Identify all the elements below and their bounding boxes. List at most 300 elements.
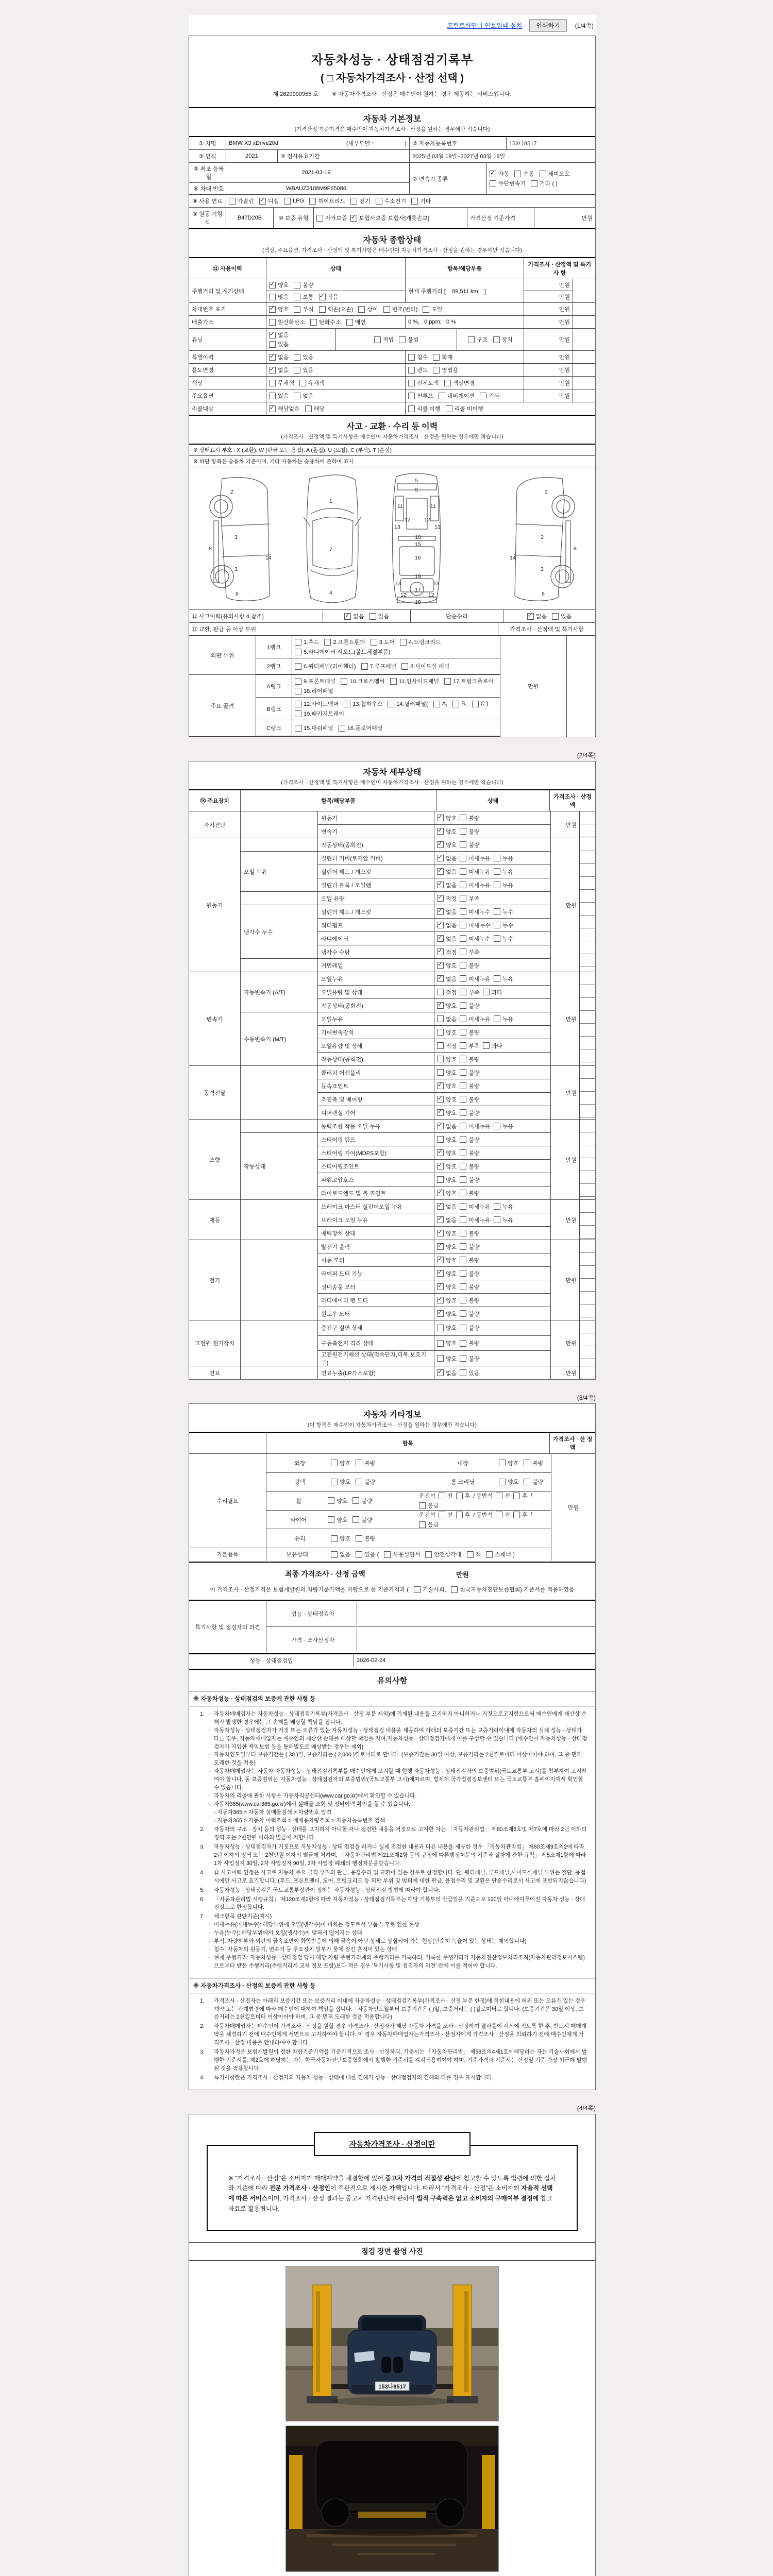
checkbox[interactable]: [259, 198, 266, 205]
photos-section-title: 점검 장면 촬영 사진: [189, 2242, 595, 2261]
checkbox[interactable]: [494, 882, 500, 888]
option-label: 양호: [446, 1029, 457, 1036]
checkbox[interactable]: [371, 639, 377, 646]
option-label: 적정: [446, 895, 457, 902]
checkbox[interactable]: [433, 701, 440, 707]
checkbox[interactable]: [460, 1069, 466, 1076]
checkbox[interactable]: [460, 1082, 466, 1089]
checkbox[interactable]: [295, 725, 301, 732]
overall-state-table: ⑪ 사용이력 상태 항목/해당부품 가격조사 · 산정액 및 특기사 항 주행거리 및 계기상태 ✓ 양호 불량 많음 보통 ✓ 적음 현재 주행거리 [ 89,511 km ] 만원 만원 차대번호 표기 ✓ 양호 부식 훼손(오손) 상이 변조(변타) 도말 만원 배출가스 일산화탄소 탄화수소 매연 0 %, 0 ppm, 0 % 만원 튜닝 ✓ 없음 있음 적법 불법 구조 장치 만원 특별이력 ✓ 없음 있음 침수 화재 만원 용도변경 ✓ 없음 있음 렌트 영업용 만원 색상 무채색 유채색 전체도색 색상변경 만원 주요옵션 있음 없음 썬루프 네비게이션 기타 만원 리콜대상 ✓ 해당없음 해당 리콜 이행 리콜 미이행: [189, 257, 595, 415]
checkbox[interactable]: [460, 1355, 466, 1362]
option-label: 미세누수: [468, 909, 491, 916]
checkbox[interactable]: [494, 922, 500, 928]
print-button[interactable]: 인쇄하기: [529, 19, 566, 32]
checkbox[interactable]: [493, 336, 500, 343]
checkbox[interactable]: [437, 975, 444, 982]
checkbox[interactable]: [269, 354, 276, 361]
checkbox[interactable]: [437, 1190, 444, 1196]
checkbox[interactable]: [460, 1149, 466, 1156]
checkbox[interactable]: [494, 1015, 500, 1022]
inspection-row: [318, 986, 550, 999]
checkbox[interactable]: [295, 678, 301, 685]
checkbox[interactable]: [437, 1109, 444, 1116]
checkbox[interactable]: [460, 1340, 466, 1347]
option-label: 불량: [468, 1163, 480, 1170]
rank-label: 2랭크: [256, 658, 292, 674]
checkbox[interactable]: [331, 1551, 338, 1558]
checkbox[interactable]: [437, 828, 444, 835]
checkbox[interactable]: [460, 1243, 466, 1250]
checkbox[interactable]: [451, 1586, 458, 1593]
checkbox[interactable]: [437, 1203, 444, 1210]
inspection-row: [318, 1173, 550, 1187]
panel-group-name: 주요 골격: [189, 675, 256, 736]
inspection-row: [318, 1307, 550, 1320]
page-2: [189, 761, 596, 1380]
checkbox[interactable]: [460, 1297, 466, 1303]
checkbox[interactable]: [376, 198, 382, 205]
checkbox[interactable]: [269, 380, 276, 386]
checkbox[interactable]: [460, 1369, 466, 1376]
panel-number: 2: [545, 489, 548, 495]
checkbox[interactable]: [408, 380, 415, 386]
checkbox[interactable]: [295, 688, 301, 694]
item-label: 타이로드엔드 및 볼 죠인트: [318, 1187, 434, 1199]
checkbox[interactable]: [524, 1460, 530, 1466]
checkbox[interactable]: [460, 1163, 466, 1170]
print-toolbar: [189, 15, 596, 36]
checkbox[interactable]: [374, 336, 381, 343]
option-label: 불량: [468, 828, 480, 835]
checkbox[interactable]: [460, 1056, 466, 1062]
checkbox[interactable]: [460, 1190, 466, 1196]
checkbox[interactable]: [460, 1230, 466, 1236]
option-label: 양호: [446, 1297, 457, 1304]
checkbox[interactable]: [437, 1136, 444, 1143]
checkbox[interactable]: [269, 405, 276, 412]
checkbox[interactable]: [494, 1123, 500, 1129]
checkbox[interactable]: [437, 841, 444, 848]
section-overall-title: 자동차 종합상태: [363, 236, 422, 245]
year-label: ③ 연식: [189, 150, 226, 162]
checkbox[interactable]: [423, 306, 429, 313]
checkbox[interactable]: [437, 948, 444, 955]
checkbox[interactable]: [356, 1479, 362, 1485]
checkbox[interactable]: [494, 868, 500, 875]
checkbox[interactable]: [319, 294, 326, 300]
inspection-row: [318, 1213, 550, 1227]
option-label: 불량: [468, 1284, 480, 1291]
checkbox[interactable]: [437, 922, 444, 928]
panel-number: 18: [415, 599, 421, 605]
checkbox[interactable]: [295, 639, 301, 646]
checkbox[interactable]: [390, 678, 397, 685]
checkbox[interactable]: [356, 1551, 362, 1558]
checkbox[interactable]: [408, 405, 415, 412]
pricing-info-box-title: 자동차가격조사 · 산정이란: [314, 2132, 470, 2156]
checkbox[interactable]: [437, 989, 444, 995]
checkbox[interactable]: [480, 393, 486, 399]
option-label: 적정: [446, 1043, 457, 1049]
checkbox[interactable]: [437, 1270, 444, 1277]
inspection-row: [318, 1026, 550, 1039]
checkbox[interactable]: [411, 198, 418, 205]
checkbox[interactable]: [356, 1535, 362, 1542]
install-print-helper-link[interactable]: 프린트화면이 안보일때 설치: [447, 22, 523, 29]
base-price-unit: 만원: [581, 215, 593, 222]
checkbox[interactable]: [460, 1029, 466, 1036]
checkbox[interactable]: [388, 701, 394, 707]
item-label: 라디에이터: [318, 932, 434, 945]
option-label: LPG: [293, 198, 305, 204]
option-label: 양호: [446, 815, 457, 822]
option-label: 누수: [502, 909, 514, 916]
item-label: 실린더 헤드 / 개스킷: [318, 905, 434, 918]
checkbox[interactable]: [229, 198, 236, 205]
checkbox[interactable]: [383, 306, 390, 313]
checkbox[interactable]: [294, 393, 300, 399]
item-parent: 작동상태: [241, 1133, 318, 1199]
checkbox[interactable]: [460, 962, 466, 969]
checkbox[interactable]: [344, 613, 351, 620]
checkbox[interactable]: [269, 341, 276, 348]
checkbox[interactable]: [456, 1512, 463, 1518]
inspection-row: [318, 919, 550, 932]
checkbox[interactable]: [531, 180, 537, 187]
checkbox[interactable]: [496, 1512, 502, 1518]
checkbox[interactable]: [350, 215, 357, 222]
item-label: 오일누유: [318, 972, 434, 985]
reg-no-value: 153나8517: [509, 141, 537, 147]
checkbox[interactable]: [527, 613, 534, 620]
item-label: 오일유량 및 상태: [318, 1039, 434, 1052]
checkbox[interactable]: [437, 1163, 444, 1170]
checkbox[interactable]: [425, 1551, 432, 1558]
inspection-row: [318, 825, 550, 838]
checkbox[interactable]: [295, 701, 301, 707]
checkbox[interactable]: [460, 815, 466, 821]
checkbox[interactable]: [460, 1015, 466, 1022]
repair-needed-label: 수리필요: [189, 1454, 266, 1548]
device-group: [189, 1200, 595, 1240]
checkbox[interactable]: [439, 1512, 445, 1518]
car-name-label: ① 차명: [189, 137, 226, 149]
checkbox[interactable]: [401, 663, 408, 670]
checkbox[interactable]: [460, 1257, 466, 1263]
checkbox[interactable]: [437, 815, 444, 821]
checkbox[interactable]: [460, 895, 466, 902]
option-label: 양호: [446, 1056, 457, 1063]
checkbox[interactable]: [513, 1493, 520, 1499]
checkbox[interactable]: [460, 1002, 466, 1009]
item-label: 발전기 출력: [318, 1240, 434, 1253]
checkbox[interactable]: [446, 405, 452, 412]
checkbox[interactable]: [437, 1176, 444, 1183]
checkbox[interactable]: [331, 1460, 338, 1466]
pricing-info-text: 전문 가격조사 · 산정인: [269, 2184, 330, 2192]
checkbox[interactable]: [514, 171, 521, 177]
checkbox[interactable]: [352, 1497, 359, 1504]
checkbox[interactable]: [269, 367, 276, 374]
inspector-remark-label: 성능 · 상태점검자: [269, 1602, 357, 1625]
option-label: 양호: [446, 962, 457, 969]
panel-number: 10: [415, 534, 421, 540]
checkbox[interactable]: [437, 1029, 444, 1036]
checkbox[interactable]: [437, 962, 444, 969]
checkbox[interactable]: [460, 1123, 466, 1129]
page-indicator-2: (2/4쪽): [577, 752, 596, 759]
option-label: 없음: [446, 1016, 457, 1023]
checkbox[interactable]: [361, 663, 368, 670]
checkbox[interactable]: [324, 639, 331, 646]
checkbox[interactable]: [399, 336, 406, 343]
checkbox[interactable]: [414, 1586, 421, 1593]
checkbox[interactable]: [328, 1497, 334, 1504]
checkbox[interactable]: [269, 306, 276, 313]
checkbox[interactable]: [494, 855, 500, 861]
checkbox[interactable]: [472, 701, 479, 707]
option-label: 없음: [446, 909, 457, 916]
inspection-row: [318, 1351, 550, 1366]
checkbox[interactable]: [460, 1109, 466, 1116]
panel-number: 3: [234, 566, 238, 572]
checkbox[interactable]: [294, 367, 300, 374]
inspection-row: [318, 1146, 550, 1160]
checkbox[interactable]: [331, 1479, 338, 1485]
item-label: 변속기: [318, 825, 434, 838]
page-indicator-3: (3/4쪽): [577, 1394, 596, 1401]
device-name: 자기진단: [189, 811, 241, 838]
checkbox[interactable]: [269, 332, 276, 338]
pricing-info-text: 참고자료로 활용됩니다.: [228, 2195, 552, 2212]
checkbox[interactable]: [305, 405, 312, 412]
checkbox[interactable]: [437, 1216, 444, 1223]
checkbox[interactable]: [433, 367, 440, 374]
checkbox[interactable]: [437, 855, 444, 861]
section-detail-title: 자동차 세부상태: [363, 768, 422, 777]
checkbox[interactable]: [419, 1521, 426, 1528]
item-label: 브레이크 오일 누유: [318, 1213, 434, 1226]
checkbox[interactable]: [346, 319, 353, 326]
checkbox[interactable]: [460, 1325, 466, 1331]
checkbox[interactable]: [494, 975, 500, 982]
checkbox[interactable]: [437, 1283, 444, 1290]
option-label: 미세누유: [468, 855, 491, 862]
checkbox[interactable]: [328, 1516, 334, 1523]
checkbox[interactable]: [269, 393, 276, 399]
checkbox[interactable]: [408, 354, 415, 361]
checkbox[interactable]: [437, 1243, 444, 1250]
checkbox[interactable]: [467, 1551, 474, 1558]
checkbox[interactable]: [460, 1310, 466, 1317]
checkbox[interactable]: [437, 1056, 444, 1062]
option-label: 불량: [468, 1341, 480, 1347]
panel-number: 5: [415, 478, 418, 484]
checkbox[interactable]: [437, 1230, 444, 1236]
checkbox[interactable]: [350, 198, 357, 205]
checkbox[interactable]: [437, 935, 444, 942]
checkbox[interactable]: [460, 1216, 466, 1223]
checkbox[interactable]: [460, 868, 466, 875]
checkbox[interactable]: [460, 908, 466, 915]
option-label: 미세누유: [468, 869, 491, 875]
checkbox[interactable]: [369, 613, 376, 620]
checkbox[interactable]: [437, 1002, 444, 1009]
checkbox[interactable]: [437, 1042, 444, 1049]
panel-number: 2: [230, 489, 233, 495]
checkbox[interactable]: [310, 319, 317, 326]
checkbox[interactable]: [483, 1042, 490, 1049]
checkbox[interactable]: [319, 306, 326, 313]
checkbox[interactable]: [331, 1535, 338, 1542]
inspection-row: [318, 1253, 550, 1267]
checkbox[interactable]: [437, 1355, 444, 1362]
checkbox[interactable]: [408, 393, 415, 399]
checkbox[interactable]: [294, 306, 300, 313]
checkbox[interactable]: [295, 649, 301, 655]
panel-number: 13: [394, 524, 400, 530]
checkbox[interactable]: [513, 1512, 520, 1518]
option-label: 하이브리드: [318, 198, 346, 205]
checkbox[interactable]: [483, 989, 490, 995]
item-label: 오일누유: [318, 1012, 434, 1025]
checkbox[interactable]: [494, 935, 500, 942]
checkbox[interactable]: [499, 1479, 506, 1485]
checkbox[interactable]: [486, 1551, 493, 1558]
checkbox[interactable]: [437, 882, 444, 888]
checkbox[interactable]: [460, 1136, 466, 1143]
checkbox[interactable]: [339, 725, 345, 732]
option-label: 불량: [468, 1230, 480, 1237]
panel-number: 8: [574, 546, 577, 552]
checkbox[interactable]: [295, 710, 301, 717]
section-other-note: (이 항목은 매수인이 자동차가격조사 · 산정을 원하는 경우에만 적습니다): [308, 1422, 477, 1428]
checkbox[interactable]: [494, 1216, 500, 1223]
checkbox[interactable]: [269, 294, 276, 300]
option-label: 양호: [446, 1311, 457, 1317]
checkbox[interactable]: [460, 922, 466, 928]
checkbox[interactable]: [316, 215, 323, 222]
checkbox[interactable]: [294, 294, 300, 300]
checkbox[interactable]: [433, 354, 440, 361]
option-label: 불량: [468, 1110, 480, 1116]
checkbox[interactable]: [456, 1493, 463, 1499]
checkbox[interactable]: [460, 1283, 466, 1290]
checkbox[interactable]: [309, 198, 316, 205]
checkbox[interactable]: [460, 882, 466, 888]
checkbox[interactable]: [460, 841, 466, 848]
price-unit: 만원: [550, 838, 579, 972]
checkbox[interactable]: [437, 868, 444, 875]
checkbox[interactable]: [408, 367, 415, 374]
checkbox[interactable]: [437, 1257, 444, 1263]
checkbox[interactable]: [439, 1493, 445, 1499]
checkbox[interactable]: [356, 1460, 362, 1466]
option-label: 양호: [446, 1244, 457, 1250]
checkbox[interactable]: [344, 701, 350, 707]
checkbox[interactable]: [284, 198, 291, 205]
checkbox[interactable]: [460, 975, 466, 982]
checkbox[interactable]: [444, 380, 451, 386]
checkbox[interactable]: [294, 354, 300, 361]
checkbox[interactable]: [468, 336, 475, 343]
checkbox[interactable]: [341, 678, 347, 685]
inspection-row: [318, 811, 550, 825]
checkbox[interactable]: [460, 935, 466, 942]
checkbox[interactable]: [452, 701, 459, 707]
checkbox[interactable]: [294, 282, 300, 289]
checkbox[interactable]: [437, 1096, 444, 1103]
checkbox[interactable]: [437, 1340, 444, 1347]
checkbox[interactable]: [437, 1297, 444, 1303]
checkbox[interactable]: [437, 1310, 444, 1317]
checkbox[interactable]: [437, 1082, 444, 1089]
checkbox[interactable]: [358, 306, 365, 313]
checkbox[interactable]: [299, 380, 306, 386]
checkbox[interactable]: [540, 171, 546, 177]
checkbox[interactable]: [439, 393, 445, 399]
checkbox[interactable]: [269, 282, 276, 289]
item-parent: [241, 1240, 318, 1320]
item-label: 오일 유량: [318, 892, 434, 905]
checkbox[interactable]: [437, 908, 444, 915]
checkbox[interactable]: [460, 1203, 466, 1210]
checkbox[interactable]: [490, 171, 496, 177]
option-label: 미세누유: [468, 1123, 491, 1130]
checkbox[interactable]: [494, 1203, 500, 1210]
inspection-date-label: 성능 · 상태점검일: [189, 1654, 354, 1667]
checkbox[interactable]: [460, 1042, 466, 1049]
rank-label: B랭크: [256, 698, 292, 720]
checkbox[interactable]: [352, 1516, 359, 1523]
checkbox[interactable]: [460, 855, 466, 861]
checkbox[interactable]: [437, 1123, 444, 1129]
checkbox[interactable]: [400, 639, 407, 646]
checkbox[interactable]: [419, 1502, 426, 1509]
checkbox[interactable]: [444, 678, 451, 685]
checkbox[interactable]: [499, 1460, 506, 1466]
color-label: 색상: [189, 377, 266, 389]
checkbox[interactable]: [460, 1096, 466, 1103]
checkbox[interactable]: [437, 1325, 444, 1331]
document-subtitle: ( □ 자동차가격조사 · 산정 선택 ): [321, 73, 464, 84]
accident-table: ※ 상태표시 부호 : X (교환), W (판금 또는 용접), A (흠집), U (요철), C (부식), T (손상) ※ 하단 항목은 승용차 기준이며, 기타 자동차는 승용차에 준하여 표시 2 3 3 8 14 6 1 7 4 5 9 11 11 12 12 13 13 10 15 16 19 13 13 12 12 17 18 2 3 3 8 14 6 ⑫ 사고이력(유의사항 4.참조) ✓ 없음 있음 단순수리 ✓ 없음 있음 ⑬ 교환, 판금 등 이상 부위 가격조사 · 산정액 및 특기사항 외판 부위 1랭크 1.후드 2.프론트휀더 3.도어 4.트렁크리드 5.라디에이터 서포트(볼트체결부품) 2랭크 6.쿼터패널(리어휀더) 7.루프패널 8.사이드실 패널 주요 골격 A랭크 9.프론트패널 10.크로스멤버 11.인사이드패널 17.트렁크플로어 18.리어패널 B랭크 12.사이드멤버 13.휠하우스 14.필러패널( A, B, C ) 19.패키지트레이 C랭크 15.대쉬패널 16.플로어패널 만원: [189, 444, 595, 737]
checkbox[interactable]: [460, 1176, 466, 1183]
checkbox[interactable]: [437, 895, 444, 902]
checkbox[interactable]: [384, 1551, 391, 1558]
checkbox[interactable]: [437, 1069, 444, 1076]
checkbox[interactable]: [490, 180, 496, 187]
checkbox[interactable]: [269, 319, 276, 326]
checkbox[interactable]: [437, 1149, 444, 1156]
checkbox[interactable]: [460, 989, 466, 995]
option-label: 양호: [446, 1355, 457, 1362]
transmission-label: ⑦ 변속기 종류: [410, 163, 487, 194]
checkbox[interactable]: [496, 1493, 502, 1499]
checkbox[interactable]: [552, 613, 559, 620]
rank-label: 1랭크: [256, 636, 292, 658]
checkbox[interactable]: [460, 828, 466, 835]
checkbox[interactable]: [494, 908, 500, 915]
checkbox[interactable]: [524, 1479, 530, 1485]
checkbox[interactable]: [437, 1015, 444, 1022]
checkbox[interactable]: [460, 1270, 466, 1277]
special-history-label: 특별이력: [189, 351, 266, 363]
checkbox[interactable]: [295, 663, 301, 670]
checkbox[interactable]: [460, 948, 466, 955]
checkbox[interactable]: [437, 1369, 444, 1376]
option-label: 불량: [468, 1029, 480, 1036]
